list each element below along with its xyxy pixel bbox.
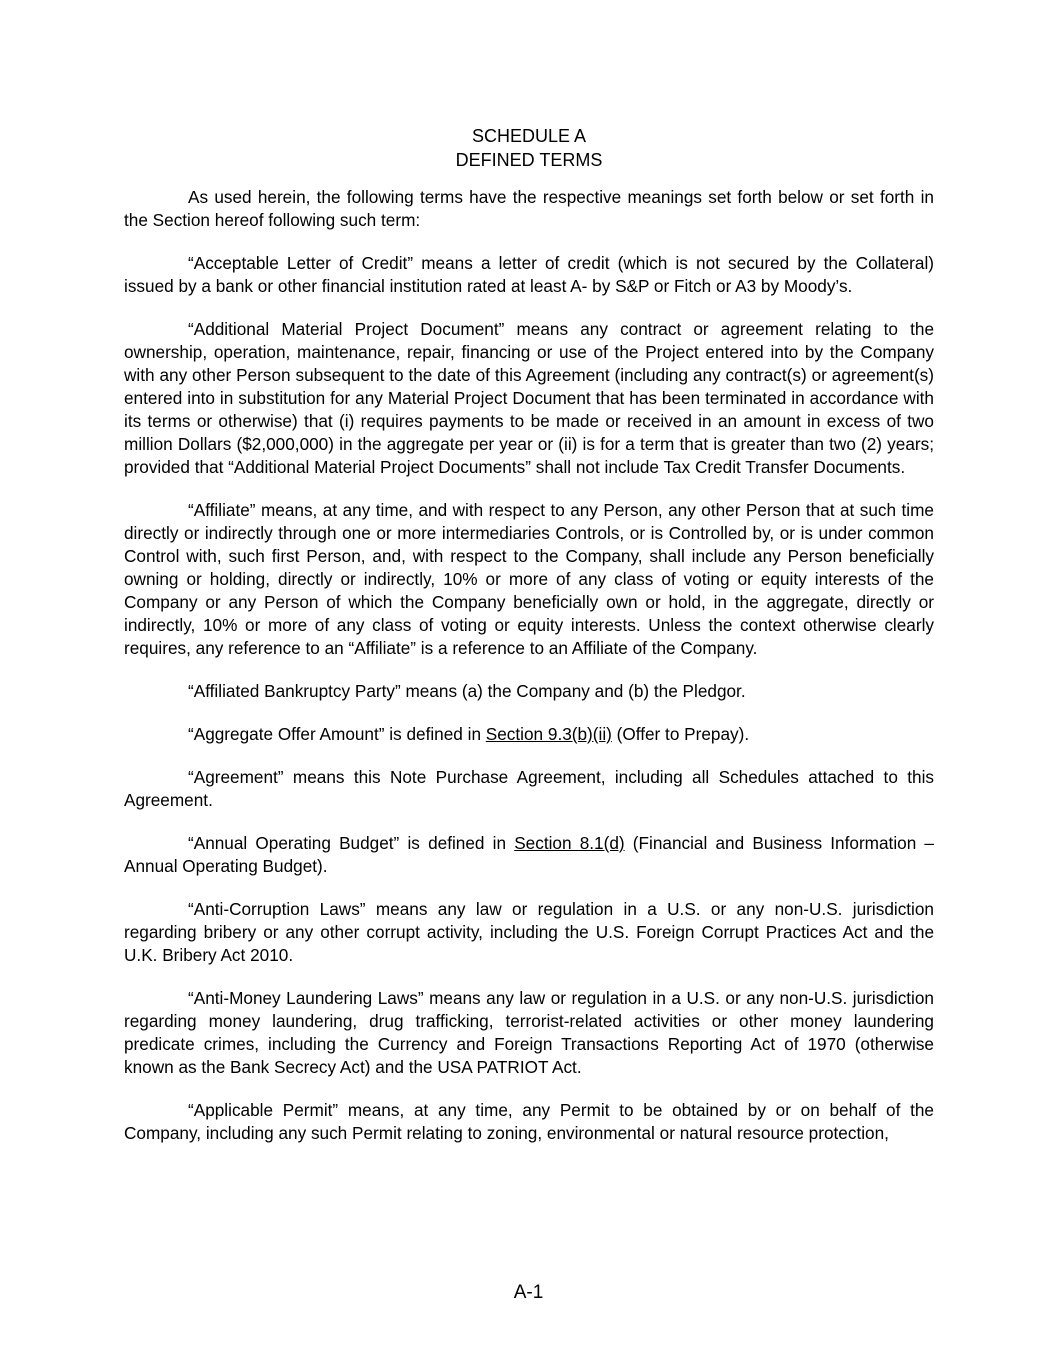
defined-term: “Additional Material Project Document”: [188, 319, 505, 339]
defined-term: “Anti-Money Laundering Laws”: [188, 988, 424, 1008]
definition-text: means this Note Purchase Agreement, including all Schedules attached to this Agreement.: [124, 767, 934, 810]
definition-anti-money-laundering-laws: [124, 987, 934, 1079]
defined-term: “Acceptable Letter of Credit”: [188, 253, 414, 273]
intro-paragraph: As used herein, the following terms have the respective meanings set forth below or set forth in the Section hereof following such term:: [124, 187, 934, 230]
defined-term: “Anti-Corruption Laws”: [188, 899, 366, 919]
definition-text: means, at any time, and with respect to any Person, any other Person that at such time directly or indirectly through one or more intermediaries Controls, or is Controlled by, or is under common Control with, such first Person, and, with respect to the Company, shall include any Person beneficially owning or holding, directly or indirectly, 10% or more of any class of voting or equity interests of the Company or any Person of which the Company beneficially own or hold, in the aggregate, directly or indirectly, 10% or more of any class of voting or equity interests. Unless the context otherwise clearly requires, any reference to an “Affiliate” is a reference to an Affiliate of the Company.: [124, 500, 934, 658]
defined-term: “Aggregate Offer Amount”: [188, 724, 385, 744]
definition-affiliated-bankruptcy-party: [124, 680, 934, 703]
definition-annual-operating-budget: [124, 832, 934, 878]
definition-applicable-permit: [124, 1099, 934, 1145]
defined-term: “Affiliated Bankruptcy Party”: [188, 681, 401, 701]
definition-affiliate: [124, 499, 934, 660]
page-number: A-1: [513, 1282, 544, 1303]
definition-text: means any law or regulation in a U.S. or any non-U.S. jurisdiction regarding money laundering, drug trafficking, terrorist-related activities or other money laundering predicate crimes, including the Currency and Foreign Transactions Reporting Act of 1970 (otherwise known as the Bank Secrecy Act) and the USA PATRIOT Act.: [124, 988, 934, 1077]
section-reference-link[interactable]: Section 9.3(b)(ii): [485, 724, 612, 744]
defined-term: “Affiliate”: [188, 500, 256, 520]
definition-anti-corruption-laws: [124, 898, 934, 967]
definition-additional-material-project-document: [124, 318, 934, 479]
defined-term: “Applicable Permit”: [188, 1100, 339, 1120]
document-page: [124, 124, 934, 1165]
page-title: [124, 124, 934, 172]
defined-term: “Annual Operating Budget”: [188, 833, 400, 853]
definition-text: means (a) the Company and (b) the Pledgor.: [400, 681, 746, 701]
defined-term: “Agreement”: [188, 767, 284, 787]
definition-text: means any contract or agreement relating to the ownership, operation, maintenance, repair, financing or use of the Project entered into by the Company with any other Person subsequent to the date of this Agreement (including any contract(s) or agreement(s) entered into in substitution for any Material Project Document that has been terminated in accordance with its terms or otherwise) that (i) requires payments to be made or received in an amount in excess of two million Dollars ($2,000,000) in the aggregate per year or (ii) is for a term that is greater than two (2) years; provided that “Additional Material Project Documents” shall not include Tax Credit Transfer Documents.: [124, 319, 934, 477]
definition-text: means a letter of credit (which is not secured by the Collateral) issued by a bank or other financial institution rated at least A- by S&P or Fitch or A3 by Moody’s.: [124, 253, 934, 296]
definition-text: means any law or regulation in a U.S. or any non-U.S. jurisdiction regarding bribery or any other corrupt activity, including the U.S. Foreign Corrupt Practices Act and the U.K. Bribery Act 2010.: [124, 899, 934, 965]
definition-text: is defined in: [384, 724, 486, 744]
definition-agreement: [124, 766, 934, 812]
definition-aggregate-offer-amount: [124, 723, 934, 746]
definition-text: (Offer to Prepay).: [611, 724, 750, 744]
definition-acceptable-letter-of-credit: [124, 252, 934, 298]
title-line-1: SCHEDULE A: [471, 126, 587, 146]
definition-text: is defined in: [399, 833, 515, 853]
title-line-2: DEFINED TERMS: [455, 150, 603, 170]
section-reference-link[interactable]: Section 8.1(d): [514, 833, 625, 853]
definition-text: (Financial and Business Information – Annual Operating Budget).: [124, 833, 934, 876]
definition-text: means, at any time, any Permit to be obtained by or on behalf of the Company, including any such Permit relating to zoning, environmental or natural resource protection,: [124, 1100, 934, 1143]
